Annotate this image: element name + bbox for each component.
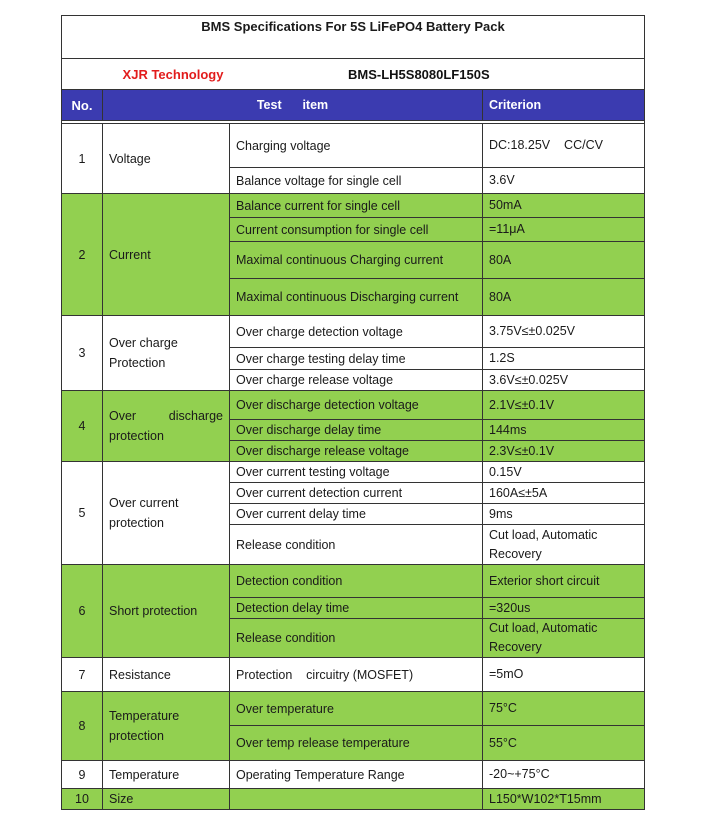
criterion-cell: =11μA <box>483 218 645 242</box>
criterion-cell: Cut load, Automatic Recovery <box>483 525 645 565</box>
brand-name: XJR Technology <box>122 66 224 82</box>
row-number: 7 <box>62 658 103 692</box>
title-row <box>62 16 645 59</box>
category-cell: Size <box>103 789 230 810</box>
test-item-cell: Over temp release temperature <box>230 726 483 761</box>
criterion-cell: DC:18.25V CC/CV <box>483 124 645 168</box>
test-item-cell: Over discharge detection voltage <box>230 391 483 420</box>
criterion-cell: 2.3V≤±0.1V <box>483 441 645 462</box>
test-item-cell: Release condition <box>230 619 483 658</box>
test-item-cell: Protection circuitry (MOSFET) <box>230 658 483 692</box>
category-cell: Voltage <box>103 124 230 194</box>
row-number: 2 <box>62 194 103 316</box>
test-item-cell: Release condition <box>230 525 483 565</box>
test-item-cell: Over current detection current <box>230 483 483 504</box>
category-cell: Over charge Protection <box>103 316 230 391</box>
brand-cell <box>62 59 645 90</box>
spec-sheet <box>61 15 644 810</box>
criterion-cell: 3.6V≤±0.025V <box>483 370 645 391</box>
row-number: 10 <box>62 789 103 810</box>
criterion-cell: L150*W102*T15mm <box>483 789 645 810</box>
document-title: BMS Specifications For 5S LiFePO4 Battery Pack <box>62 16 645 59</box>
category-cell: Temperature <box>103 761 230 789</box>
test-item-cell: Over temperature <box>230 692 483 726</box>
test-item-cell: Current consumption for single cell <box>230 218 483 242</box>
criterion-cell: 1.2S <box>483 348 645 370</box>
criterion-cell: 0.15V <box>483 462 645 483</box>
criterion-cell: Cut load, Automatic Recovery <box>483 619 645 658</box>
category-cell: Temperature protection <box>103 692 230 761</box>
test-item-cell: Over current testing voltage <box>230 462 483 483</box>
row-number: 8 <box>62 692 103 761</box>
row-number: 1 <box>62 124 103 194</box>
criterion-cell: =5mO <box>483 658 645 692</box>
criterion-cell: -20~+75°C <box>483 761 645 789</box>
test-item-cell: Balance current for single cell <box>230 194 483 218</box>
test-item-cell: Over charge release voltage <box>230 370 483 391</box>
test-item-cell: Over discharge delay time <box>230 420 483 441</box>
table-row <box>62 462 645 483</box>
header-no: No. <box>62 90 103 121</box>
test-item-cell <box>230 789 483 810</box>
row-number: 6 <box>62 565 103 658</box>
spec-table <box>61 15 645 810</box>
category-cell: Over current protection <box>103 462 230 565</box>
criterion-cell: 3.75V≤±0.025V <box>483 316 645 348</box>
brand-row <box>62 59 645 90</box>
row-number: 4 <box>62 391 103 462</box>
header-row <box>62 90 645 121</box>
header-criterion: Criterion <box>483 90 645 121</box>
test-item-cell: Over charge detection voltage <box>230 316 483 348</box>
model-number: BMS-LH5S8080LF150S <box>348 66 490 82</box>
criterion-cell: 160A≤±5A <box>483 483 645 504</box>
table-row <box>62 565 645 598</box>
test-item-cell: Detection condition <box>230 565 483 598</box>
test-item-cell: Operating Temperature Range <box>230 761 483 789</box>
table-row <box>62 316 645 348</box>
criterion-cell: 144ms <box>483 420 645 441</box>
criterion-cell: Exterior short circuit <box>483 565 645 598</box>
table-row <box>62 761 645 789</box>
criterion-cell: 75°C <box>483 692 645 726</box>
criterion-cell: 80A <box>483 242 645 279</box>
row-number: 5 <box>62 462 103 565</box>
table-row <box>62 391 645 420</box>
test-item-cell: Over charge testing delay time <box>230 348 483 370</box>
criterion-cell: 80A <box>483 279 645 316</box>
category-cell: Current <box>103 194 230 316</box>
row-number: 9 <box>62 761 103 789</box>
criterion-cell: 9ms <box>483 504 645 525</box>
test-item-cell: Balance voltage for single cell <box>230 168 483 194</box>
criterion-cell: 50mA <box>483 194 645 218</box>
category-cell: Resistance <box>103 658 230 692</box>
test-item-cell: Over discharge release voltage <box>230 441 483 462</box>
category-cell: Short protection <box>103 565 230 658</box>
criterion-cell: 3.6V <box>483 168 645 194</box>
table-row <box>62 194 645 218</box>
test-item-cell: Maximal continuous Discharging current <box>230 279 483 316</box>
test-item-cell: Maximal continuous Charging current <box>230 242 483 279</box>
row-number: 3 <box>62 316 103 391</box>
table-row <box>62 124 645 168</box>
criterion-cell: 2.1V≤±0.1V <box>483 391 645 420</box>
table-row <box>62 692 645 726</box>
table-row <box>62 789 645 810</box>
criterion-cell: =320us <box>483 598 645 619</box>
criterion-cell: 55°C <box>483 726 645 761</box>
test-item-cell: Detection delay time <box>230 598 483 619</box>
test-item-cell: Over current delay time <box>230 504 483 525</box>
header-test-item: Test item <box>103 90 483 121</box>
test-item-cell: Charging voltage <box>230 124 483 168</box>
category-cell: Over discharge protection <box>103 391 230 462</box>
table-row <box>62 658 645 692</box>
